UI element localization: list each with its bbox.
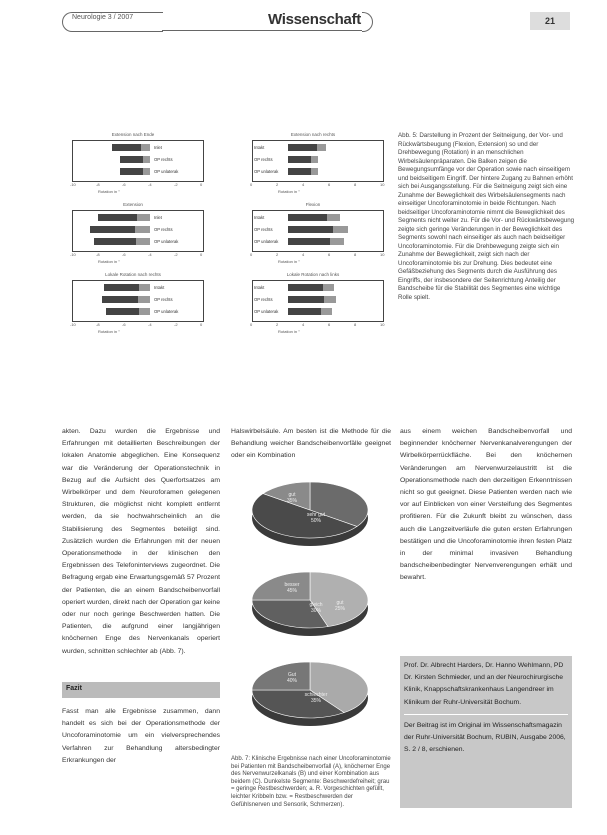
bar-row-label: OP rechts (154, 157, 173, 162)
bar-row-label: Inlet (154, 145, 162, 150)
author-box-divider (404, 714, 568, 715)
axis-tick-label: 8 (354, 182, 357, 187)
bar (288, 226, 333, 233)
bar-panel-title: Extension (123, 202, 143, 207)
axis-tick-label: 2 (276, 252, 279, 257)
axis-tick-label: 2 (276, 182, 279, 187)
bar-row-label: OP rechts (154, 227, 173, 232)
bar (288, 168, 311, 175)
pie-slice-label: gleich (309, 602, 323, 608)
axis-label: Rotation in ° (98, 189, 120, 194)
bar-panel-r-3 (238, 272, 388, 338)
pie-slice-label: besser (284, 582, 300, 588)
axis-tick-label: 8 (354, 252, 357, 257)
bar (288, 284, 323, 291)
source-note: Der Beitrag ist im Original im Wissenschaftsmagazin der Ruhr-Universität Bochum, RUBIN, Ausgabe 2006, S. 2 / 8, erschienen. (404, 722, 566, 754)
axis-tick-label: 10 (380, 252, 385, 257)
bar-segment (143, 156, 151, 163)
figure-5-bar-charts (58, 132, 392, 344)
body-column-2: Halswirbelsäule. Am besten ist die Methode für die Behandlung weicher Bandscheibenvorfälle geeignet oder ein Kombination (231, 428, 391, 460)
body-column-3: aus einem weichen Bandscheibenvorfall und beginnender knöcherner Nervenkanalverengungen der Wirbelkörperrückfläche. Bei den knöchernen Veränderungen am Nervenwurzelaustritt ist die Operationsmethode nach den derzeitigen Erkenntnissen nicht so gut geeignet. Diese Patienten werden nach wie vor auf Einblicken von einer Versteifung des Segmentes profitieren. Für die Zukunft bleibt zu wünschen, dass auch die Langzeitverläufe die guten ersten Erfahrungen bestätigen und die Uncoforaminotomie ihren festen Platz in der minimal invasiven Behandlung bandscheibenbedingter Nervenverengungen erhält und bewahrt. (400, 428, 572, 582)
bar (104, 284, 139, 291)
bar-segment (138, 296, 150, 303)
bar-row-label: OP unlaterak (254, 239, 279, 244)
pie-slice-label: sehr gut (306, 512, 326, 518)
axis-tick-label: 6 (328, 322, 331, 327)
axis-tick-label: 4 (302, 322, 305, 327)
bar (288, 238, 330, 245)
axis-tick-label: 0 (200, 182, 203, 187)
bar-panel-title: Flexion (305, 202, 321, 207)
axis-label: Rotation in ° (98, 259, 120, 264)
axis-tick-label: 10 (380, 322, 385, 327)
bar-row-label: OP rechts (254, 297, 273, 302)
axis-tick-label: -4 (148, 252, 152, 257)
axis-label: Rotation in ° (278, 189, 300, 194)
bar-segment (141, 144, 151, 151)
figure-5-caption: Abb. 5: Darstellung in Prozent der Seitneigung, der Vor- und Rückwärtsbeugung (Flexion, Extension) so und der Drehbewegung (Rotation) in an menschlichen Wirbelsäulenpräparaten. Die Balken zeigen die Bewegungsumfänge vor der Operation sowie nach einseitigem und beidseitigem Eingriff. Der hintere Zugang zu Bahnen erhöht sich bei Ausgangsstellung. Für die Seitneigung zeigt sich eine Zunahme der Beweglichkeit des Wirbelsäulensegments nach einseitiger Uncoforaminotomie in beide Richtungen. Nach beidseitiger Uncoforaminotomie nimmt die Beweglichkeit des Segments nicht weiter zu. Für die Vor- und Rückwärtsbewegung zeigte sich geringe Veränderungen in der Beweglichkeit des Segments sowohl nach einseitiger als auch nach beidseitiger Uncoforaminotomie. Für die Drehbewegung zeigte sich ein Zunahme der Beweglichkeit, zeigt sich nach der Uncoforaminotomie bis zur Drehung. Dies bedeutet eine Gefäßbeziehung des Segments durch die Ausführung des Eingriffs, der insbesondere der Seitenrichtung Anteilig der Bandscheibe für die Stabilität des Segmentes eine wichtige Rolle spielt. (398, 132, 575, 301)
bar (106, 308, 139, 315)
axis-tick-label: -6 (122, 252, 126, 257)
bar-row-label: OP unlaterak (154, 169, 179, 174)
bar-row-label: Inlet (154, 215, 162, 220)
axis-tick-label: 0 (200, 322, 203, 327)
axis-tick-label: 0 (250, 252, 253, 257)
axis-tick-label: 0 (200, 252, 203, 257)
bar-segment (135, 226, 150, 233)
bar-segment (333, 226, 348, 233)
bar-row-label: OP rechts (254, 227, 273, 232)
bar-row-label: Intakt (154, 285, 165, 290)
axis-tick-label: -4 (148, 322, 152, 327)
header-rule (162, 30, 362, 31)
axis-tick-label: -8 (96, 252, 100, 257)
bar-panel-title: Lokale Rotation nach links (286, 272, 340, 277)
bar-panel-l-1 (58, 132, 208, 198)
bar-row-label: Intakt (254, 215, 265, 220)
journal-name: Neurologie 3 / 2007 (72, 14, 134, 21)
bar-panel-title: Extension nach rechts (290, 132, 336, 137)
axis-tick-label: -8 (96, 322, 100, 327)
axis-tick-label: 4 (302, 252, 305, 257)
bar-segment (324, 296, 336, 303)
fazit-heading: Fazit (66, 685, 82, 692)
axis-tick-label: 6 (328, 252, 331, 257)
bar (94, 238, 136, 245)
bar-panel-r-2 (238, 202, 388, 268)
bar-row-label: Intakt (254, 145, 265, 150)
axis-tick-label: 8 (354, 322, 357, 327)
bar (120, 168, 143, 175)
axis-tick-label: -2 (174, 322, 178, 327)
bar-segment (139, 308, 150, 315)
section-title: Wissenschaft (268, 11, 361, 28)
axis-tick-label: -2 (174, 182, 178, 187)
axis-label: Rotation in ° (278, 329, 300, 334)
pie-slice-value: 35% (286, 498, 298, 504)
axis-tick-label: 6 (328, 182, 331, 187)
bar-row-label: OP unlaterak (154, 239, 179, 244)
bar (112, 144, 141, 151)
bar-panel-l-2 (58, 202, 208, 268)
body-column-1: akten. Dazu wurden die Ergebnisse und Erfahrungen mit detaillierten Beschreibungen der lokalen Anatomie abgeglichen. Eine Konsequenz war die Veränderung der Operationstechnik in Bezug auf die Aufsicht des Querfortsatzes am Wirbelkörper und dem Neuroforamen gelegenen Strukturen, die möglichst nicht komplett entfernt werden, da sie hochwahrscheinlich an die Stabilisierung des Segmentes beteiligt sind. Zusätzlich wurden die Erfahrungen mit der neuen Operationsmethode in der klinischen den Ergebnissen des Telefoninterviews zugeordnet. Die Befragung ergab eine Erwartungsgemäß 57 Prozent der Patienten, die an einem Bandscheibenvorfall operiert wurden, direkt nach der Operation gar keine oder nur noch geringe Beschwerden hatten. Die Patienten, die aufgrund einer langjährigen knöchernen Enge des Nervenkanals operiert wurden, schnitten schlechter ab (Abb. 7). (62, 428, 220, 655)
page-number: 21 (530, 12, 570, 30)
bar (120, 156, 143, 163)
pie-slice-value: 40% (286, 678, 298, 684)
bar (90, 226, 135, 233)
figure-7-pie-charts (222, 468, 398, 758)
bar-panel-r-1 (238, 132, 388, 198)
axis-label: Rotation in ° (98, 329, 120, 334)
bar (288, 308, 321, 315)
bar-segment (323, 284, 335, 291)
pie-slice-value: 35% (310, 698, 322, 704)
axis-tick-label: -10 (70, 252, 76, 257)
bar (98, 214, 137, 221)
bar-segment (136, 238, 150, 245)
bar-row-label: OP rechts (154, 297, 173, 302)
bar-panel-title: Lokale Rotation nach rechts (105, 272, 161, 277)
bar-segment (137, 214, 150, 221)
axis-tick-label: -10 (70, 322, 76, 327)
pie-slice-label: gut (288, 492, 296, 498)
bar-row-label: OP unlaterak (154, 309, 179, 314)
bar (288, 214, 327, 221)
header-tab-right (362, 12, 373, 32)
bar-segment (139, 284, 151, 291)
bar-segment (311, 168, 319, 175)
bar-segment (143, 168, 151, 175)
axis-tick-label: 4 (302, 182, 305, 187)
pie-slice-label: schlechter (304, 692, 328, 698)
pie-slice-value: 50% (310, 518, 322, 524)
axis-tick-label: -8 (96, 182, 100, 187)
axis-tick-label: 10 (380, 182, 385, 187)
axis-tick-label: -6 (122, 182, 126, 187)
pie-slice-value: 45% (286, 588, 298, 594)
pie-slice (252, 662, 310, 690)
axis-tick-label: -6 (122, 322, 126, 327)
bar-segment (311, 156, 319, 163)
fazit-heading-box (62, 682, 220, 698)
axis-tick-label: 0 (250, 322, 253, 327)
figure-7-caption: Abb. 7: Klinische Ergebnisse nach einer Uncoforaminotomie bei Patienten mit Bandscheibenvorfall (A), knöcherner Enge des Nervenwurzelkanals (B) und einer Kombination aus beidem (C). Dunkelste Segmente: Beschwerdefreiheit; grau = geringe Restbeschwerden; a. R. Vorgeschichten gefüllt, leichter Kribbeln bzw. = Restbeschwerden der Gefühlsnerven und Sensorik, Schmerzen). (231, 756, 391, 808)
pie-slice-label: gut (336, 600, 344, 606)
pie-slice-value: 25% (334, 606, 346, 612)
bar (288, 144, 317, 151)
author-info: Prof. Dr. Albrecht Harders, Dr. Hanno Wehlmann, PD Dr. Kirsten Schmieder, und an der Neurochirurgische Klinik, Knappschaftskrankenhaus Langendreer im Klinikum der Ruhr-Universität Bochum. (404, 662, 564, 706)
body-column-1-continued: Fasst man alle Ergebnisse zusammen, dann handelt es sich bei der Operationsmethode der Uncoforaminotomie um ein vielversprechendes Verfahren zur Behandlung altersbedingter Erkrankungen der (62, 708, 220, 764)
bar-row-label: Intakt (254, 285, 265, 290)
bar-row-label: OP rechts (254, 157, 273, 162)
axis-label: Rotation in ° (278, 259, 300, 264)
axis-tick-label: -2 (174, 252, 178, 257)
bar-segment (327, 214, 340, 221)
bar-segment (330, 238, 344, 245)
axis-tick-label: -4 (148, 182, 152, 187)
bar-panel-title: Extension nach Ende (111, 132, 155, 137)
pie-slice (252, 572, 310, 600)
pie-slice-value: 30% (310, 608, 322, 614)
bar-row-label: OP unlaterak (254, 309, 279, 314)
axis-tick-label: -10 (70, 182, 76, 187)
pie-slice-label: Gut (287, 672, 297, 678)
bar-row-label: OP unlaterak (254, 169, 279, 174)
bar (288, 156, 311, 163)
axis-tick-label: 0 (250, 182, 253, 187)
bar-segment (321, 308, 332, 315)
bar (288, 296, 324, 303)
bar-segment (317, 144, 327, 151)
bar-panel-l-3 (58, 272, 208, 338)
axis-tick-label: 2 (276, 322, 279, 327)
bar (102, 296, 138, 303)
